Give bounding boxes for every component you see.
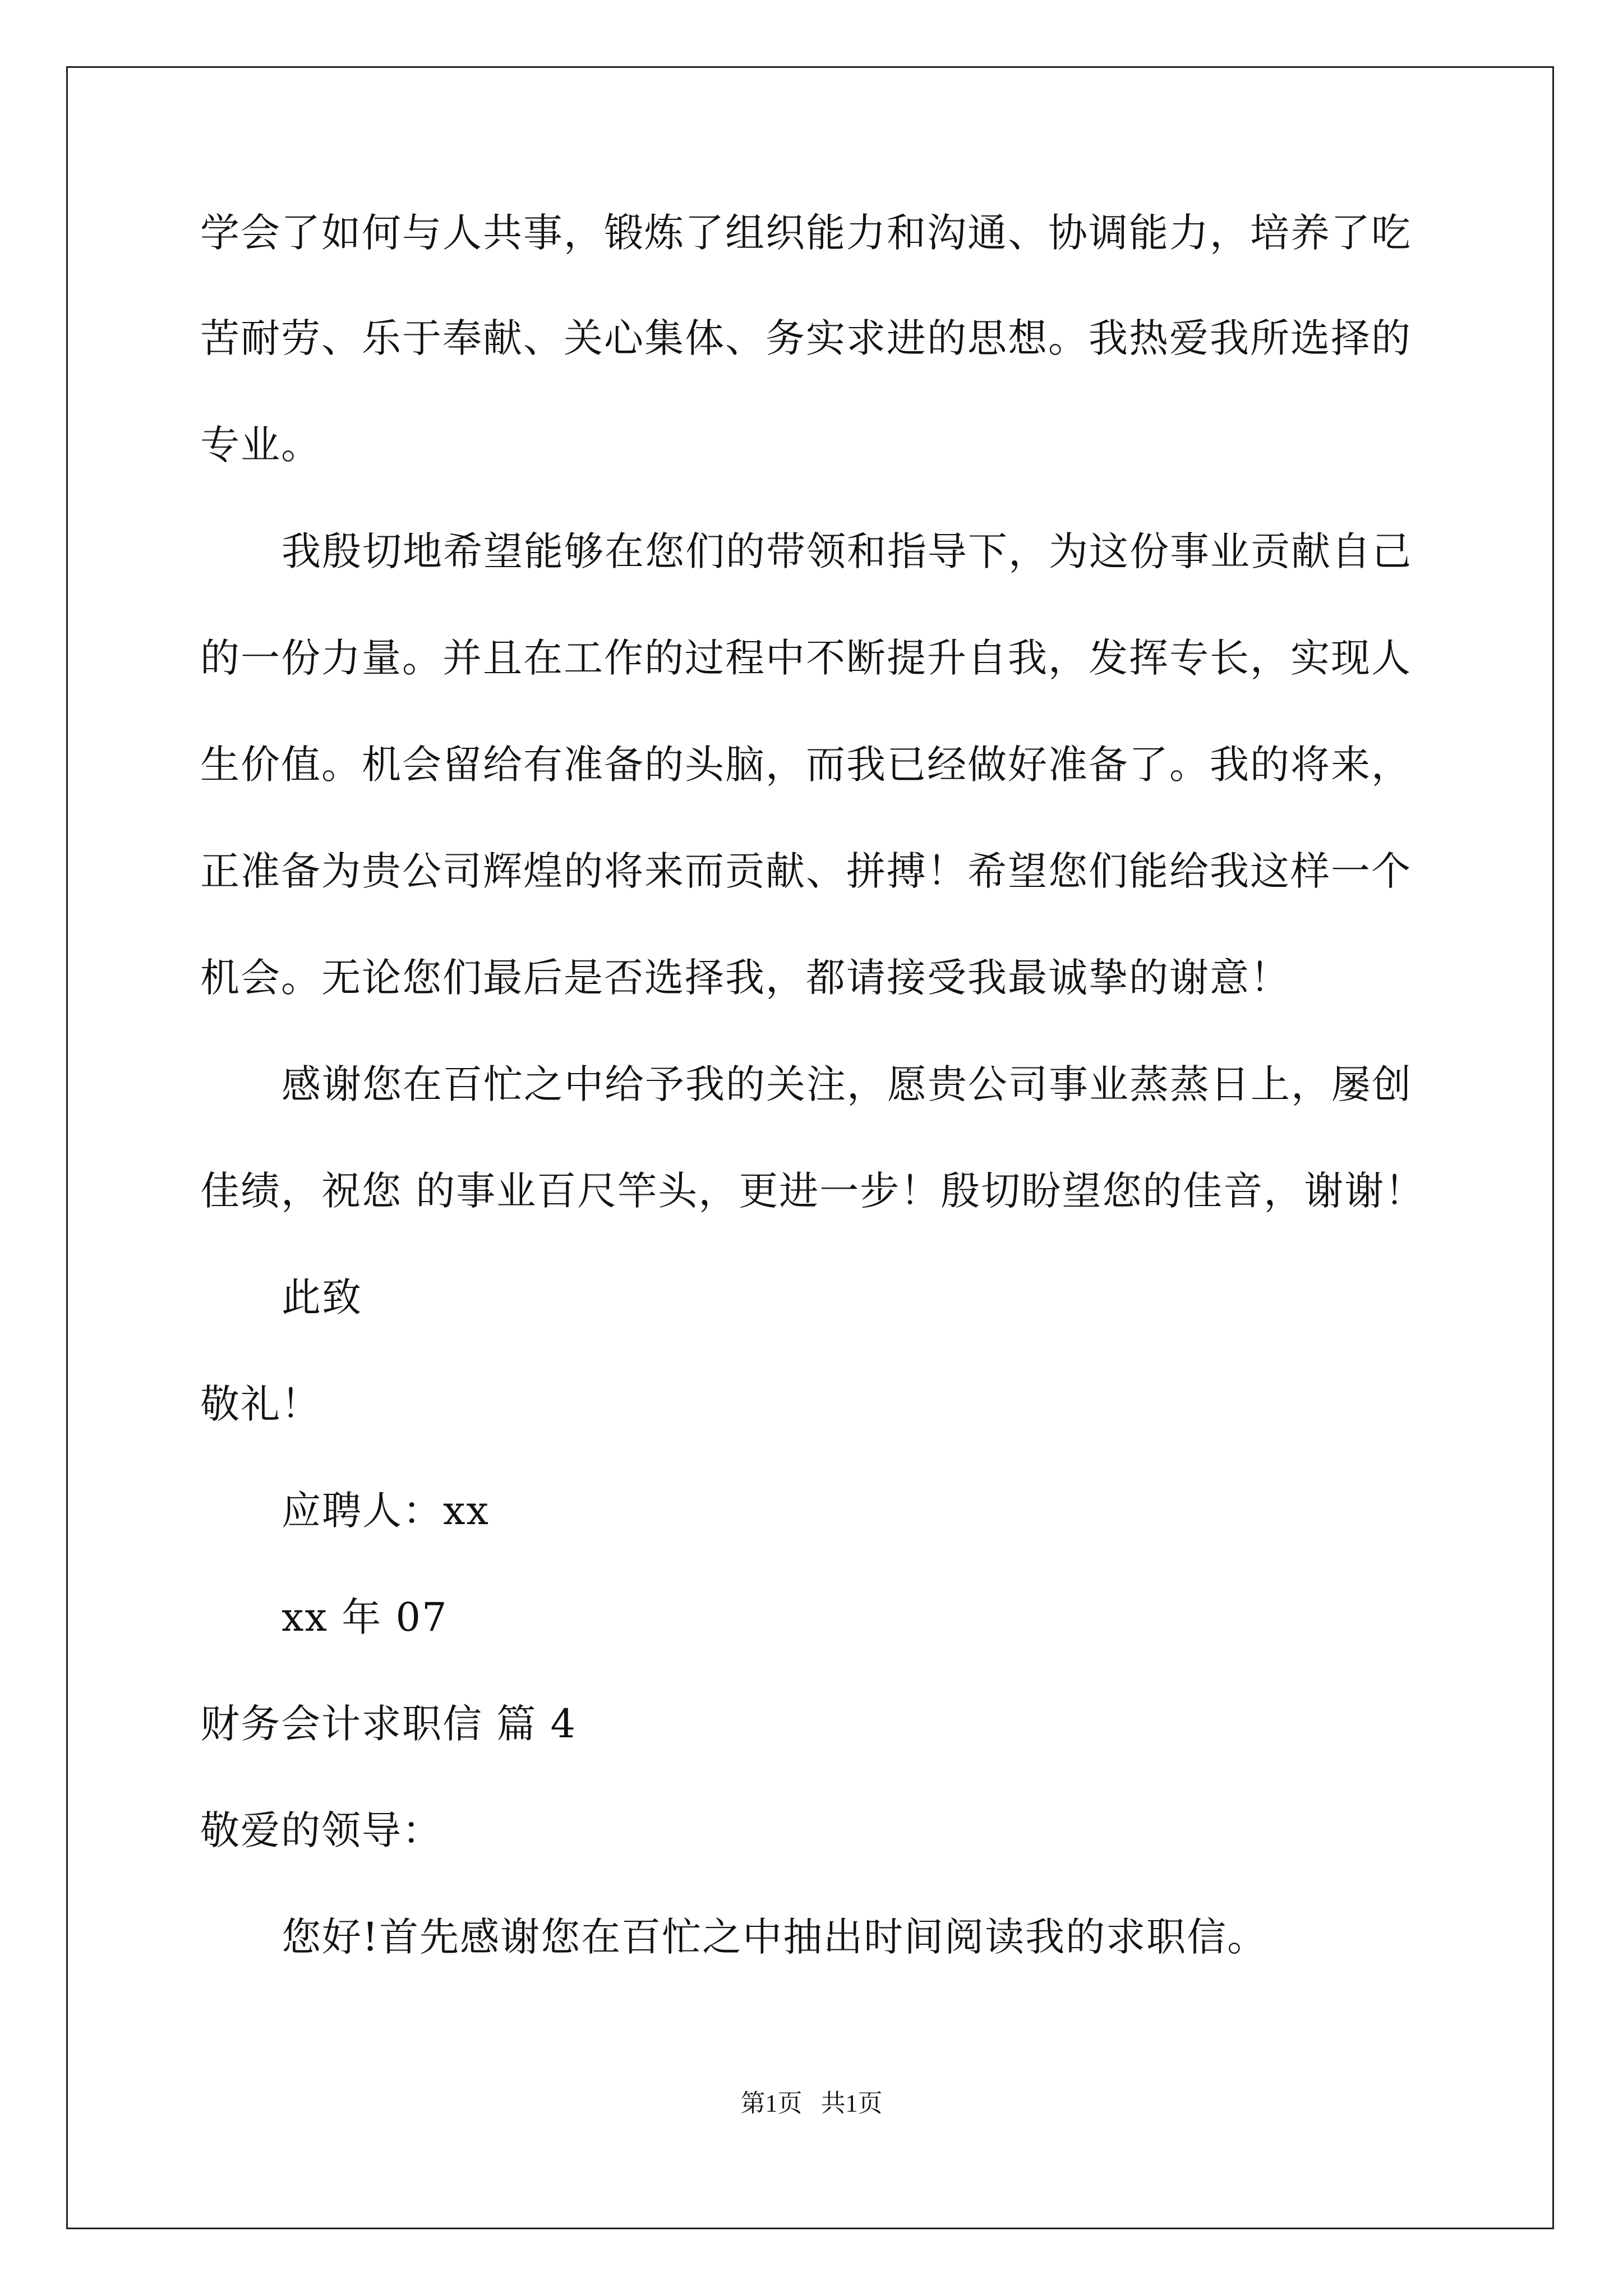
paragraph-line: 正准备为贵公司辉煌的将来而贡献、拼搏！希望您们能给我这样一个 <box>200 848 1412 894</box>
closing-regards: 敬礼！ <box>200 1381 321 1427</box>
applicant-signature: 应聘人：xx <box>282 1488 490 1534</box>
greeting: 敬爱的领导： <box>200 1807 442 1853</box>
paragraph-line: 我殷切地希望能够在您们的带领和指导下，为这份事业贡献自己 <box>282 528 1412 574</box>
page-number-footer: 第1页 共1页 <box>740 2090 883 2117</box>
paragraph-line: 感谢您在百忙之中给予我的关注，愿贵公司事业蒸蒸日上，屡创 <box>282 1061 1412 1107</box>
paragraph-line: 专业。 <box>200 422 321 468</box>
paragraph-line: 生价值。机会留给有准备的头脑，而我已经做好准备了。我的将来， <box>200 742 1412 788</box>
letter-date: xx 年 07 <box>282 1594 448 1640</box>
paragraph-line: 机会。无论您们最后是否选择我，都请接受我最诚挚的谢意！ <box>200 955 1290 1001</box>
page-border <box>66 66 1554 2229</box>
paragraph-line: 您好!首先感谢您在百忙之中抽出时间阅读我的求职信。 <box>282 1914 1268 1960</box>
section-title: 财务会计求职信 篇 4 <box>200 1701 577 1747</box>
paragraph-line: 苦耐劳、乐于奉献、关心集体、务实求进的思想。我热爱我所选择的 <box>200 315 1412 361</box>
paragraph-line: 佳绩，祝您 的事业百尺竿头，更进一步！殷切盼望您的佳音，谢谢！ <box>200 1168 1426 1214</box>
closing-salutation: 此致 <box>282 1274 362 1320</box>
paragraph-line: 的一份力量。并且在工作的过程中不断提升自我，发挥专长，实现人 <box>200 635 1412 681</box>
paragraph-line: 学会了如何与人共事，锻炼了组织能力和沟通、协调能力，培养了吃 <box>200 210 1412 256</box>
